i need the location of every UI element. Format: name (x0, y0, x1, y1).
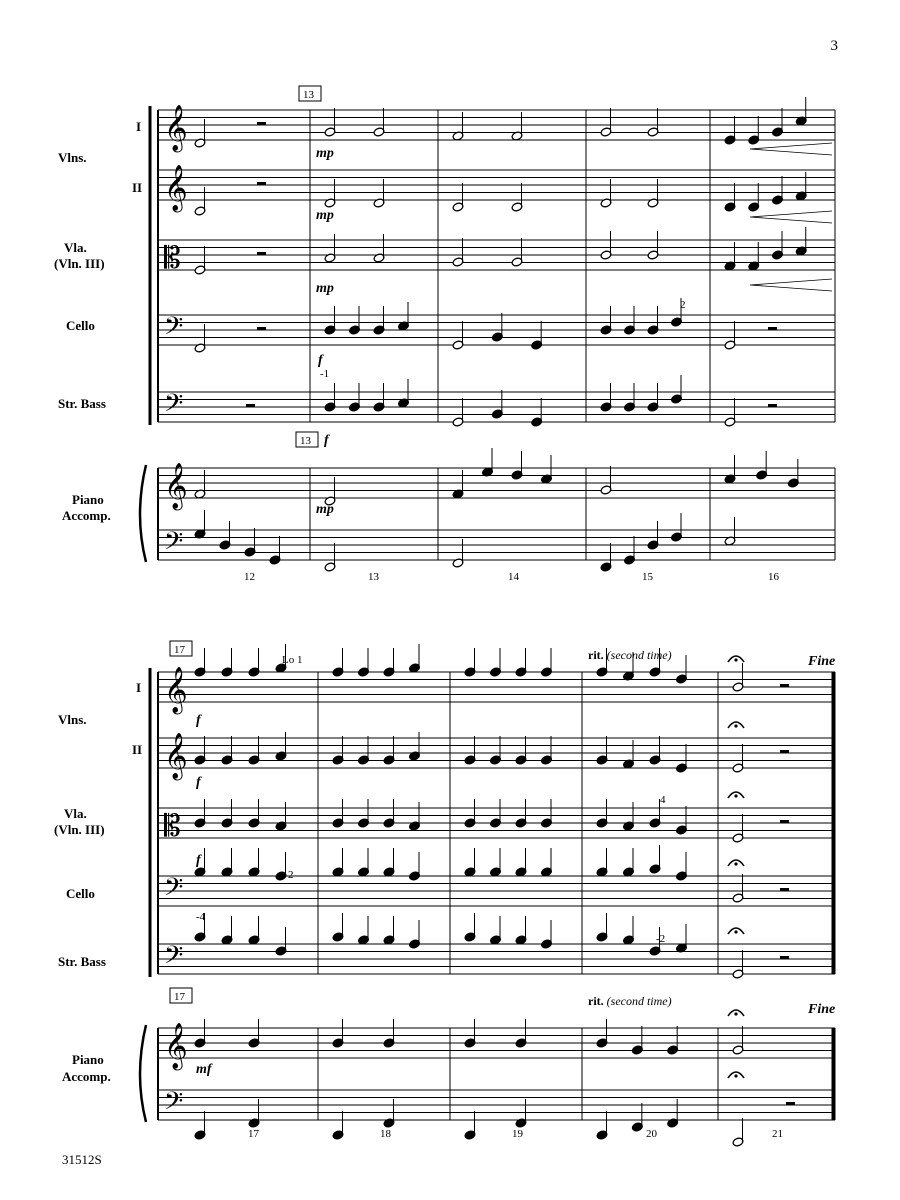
label-bass-2: Str. Bass (58, 954, 106, 969)
fermata-dot (734, 794, 737, 797)
half-rest (780, 956, 789, 960)
dyn-f-piano: f (324, 433, 329, 448)
lo1-marking: Lo 1 (282, 654, 303, 666)
dyn-f-cello: f (318, 353, 323, 368)
label-vln2-1: II (132, 180, 143, 195)
fingering-cello-2: 2 (680, 299, 686, 311)
treble-clef-icon: 𝄞 (164, 105, 188, 151)
measure-13: 13 (368, 571, 379, 583)
half-rest (780, 684, 789, 688)
half-rest (768, 404, 777, 408)
measure-21: 21 (772, 1128, 783, 1140)
label-vla2-2: (Vln. III) (54, 822, 105, 837)
half-rest (786, 1102, 795, 1106)
label-vla2-1: (Vln. III) (54, 256, 105, 271)
rit-top: rit. (second time) (588, 648, 672, 662)
notes-layer (194, 97, 832, 1147)
crescendo-hairpin (750, 211, 832, 223)
half-rest (257, 182, 266, 186)
fingering-vla-4: 4 (660, 794, 666, 806)
catalog-number: 31512S (62, 1152, 102, 1167)
rit-piano: rit. (second time) (588, 994, 672, 1008)
measure-20: 20 (646, 1128, 657, 1140)
dyn-mf-piano-17: mf (196, 1062, 212, 1077)
half-rest (257, 122, 266, 126)
label-cello-2: Cello (66, 886, 95, 901)
half-rest (257, 327, 266, 331)
measure-15: 15 (642, 571, 653, 583)
label-piano-2: Piano (72, 1052, 104, 1067)
treble-clef-icon: 𝄞 (164, 667, 188, 713)
label-vla-2: Vla. (64, 806, 87, 821)
fermata-dot (734, 862, 737, 865)
measure-18: 18 (380, 1128, 391, 1140)
dyn-mp-piano: mp (316, 502, 334, 517)
bass-clef-icon: 𝄢 (164, 873, 184, 908)
fine-piano: Fine (808, 1002, 836, 1017)
crescendo-hairpin (750, 143, 832, 155)
piano-brace (140, 1025, 146, 1122)
half-rest (780, 888, 789, 892)
bass-clef-icon: 𝄢 (164, 941, 184, 976)
treble-clef-icon: 𝄞 (164, 463, 188, 509)
label-vln1-2: I (136, 680, 142, 695)
half-rest (768, 327, 777, 331)
measure-19: 19 (512, 1128, 523, 1140)
rehearsal-13-piano: 13 (300, 435, 311, 447)
half-rest (246, 404, 255, 408)
measure-17: 17 (248, 1128, 259, 1140)
label-accomp-2: Accomp. (62, 1069, 111, 1084)
fingering-cello-2-s2: 2 (288, 869, 294, 881)
alto-clef-icon: 𝄡 (164, 241, 181, 276)
dyn-mp-vla: mp (316, 281, 334, 296)
alto-clef-icon: 𝄡 (164, 809, 181, 844)
page-number: 3 (830, 38, 838, 54)
fingering-bass-minus4: -4 (196, 911, 206, 923)
rehearsal-17-piano: 17 (174, 991, 185, 1003)
rehearsal-13-top: 13 (303, 89, 314, 101)
label-cello-1: Cello (66, 318, 95, 333)
fingering-bass-minus1: -1 (320, 368, 330, 380)
crescendo-hairpin (750, 279, 832, 291)
label-vln1-1: I (136, 119, 142, 134)
piano-brace (140, 465, 146, 562)
label-bass-1: Str. Bass (58, 396, 106, 411)
treble-clef-icon: 𝄞 (164, 1023, 188, 1069)
fermata-dot (734, 724, 737, 727)
dyn-f-cello-17: f (196, 853, 201, 868)
fermata-dot (734, 1074, 737, 1077)
measure-12: 12 (244, 571, 255, 583)
dyn-mp-vln2: mp (316, 208, 334, 223)
bass-clef-icon: 𝄢 (164, 389, 184, 424)
rehearsal-17-top: 17 (174, 644, 185, 656)
staff-lines (140, 105, 835, 1122)
treble-clef-icon: 𝄞 (164, 733, 188, 779)
label-vlns-1: Vlns. (58, 150, 87, 165)
half-rest (257, 252, 266, 256)
half-rest (780, 750, 789, 754)
label-vln2-2: II (132, 742, 143, 757)
measure-14: 14 (508, 571, 519, 583)
bass-clef-icon: 𝄢 (164, 527, 184, 562)
dyn-f-vln2-17: f (196, 775, 201, 790)
dyn-mp-vln1: mp (316, 146, 334, 161)
label-accomp-1: Accomp. (62, 508, 111, 523)
bass-clef-icon: 𝄢 (164, 312, 184, 347)
measure-16: 16 (768, 571, 779, 583)
fermata-dot (734, 930, 737, 933)
label-vla-1: Vla. (64, 240, 87, 255)
fingering-bass-minus2: -2 (656, 933, 666, 945)
dyn-f-vln1-17: f (196, 713, 201, 728)
treble-clef-icon: 𝄞 (164, 165, 188, 211)
fine-top: Fine (808, 654, 836, 669)
label-piano-1: Piano (72, 492, 104, 507)
half-rest (780, 820, 789, 824)
label-vlns-2: Vlns. (58, 712, 87, 727)
fermata-dot (734, 1012, 737, 1015)
fermata-dot (734, 658, 737, 661)
bass-clef-icon: 𝄢 (164, 1087, 184, 1122)
